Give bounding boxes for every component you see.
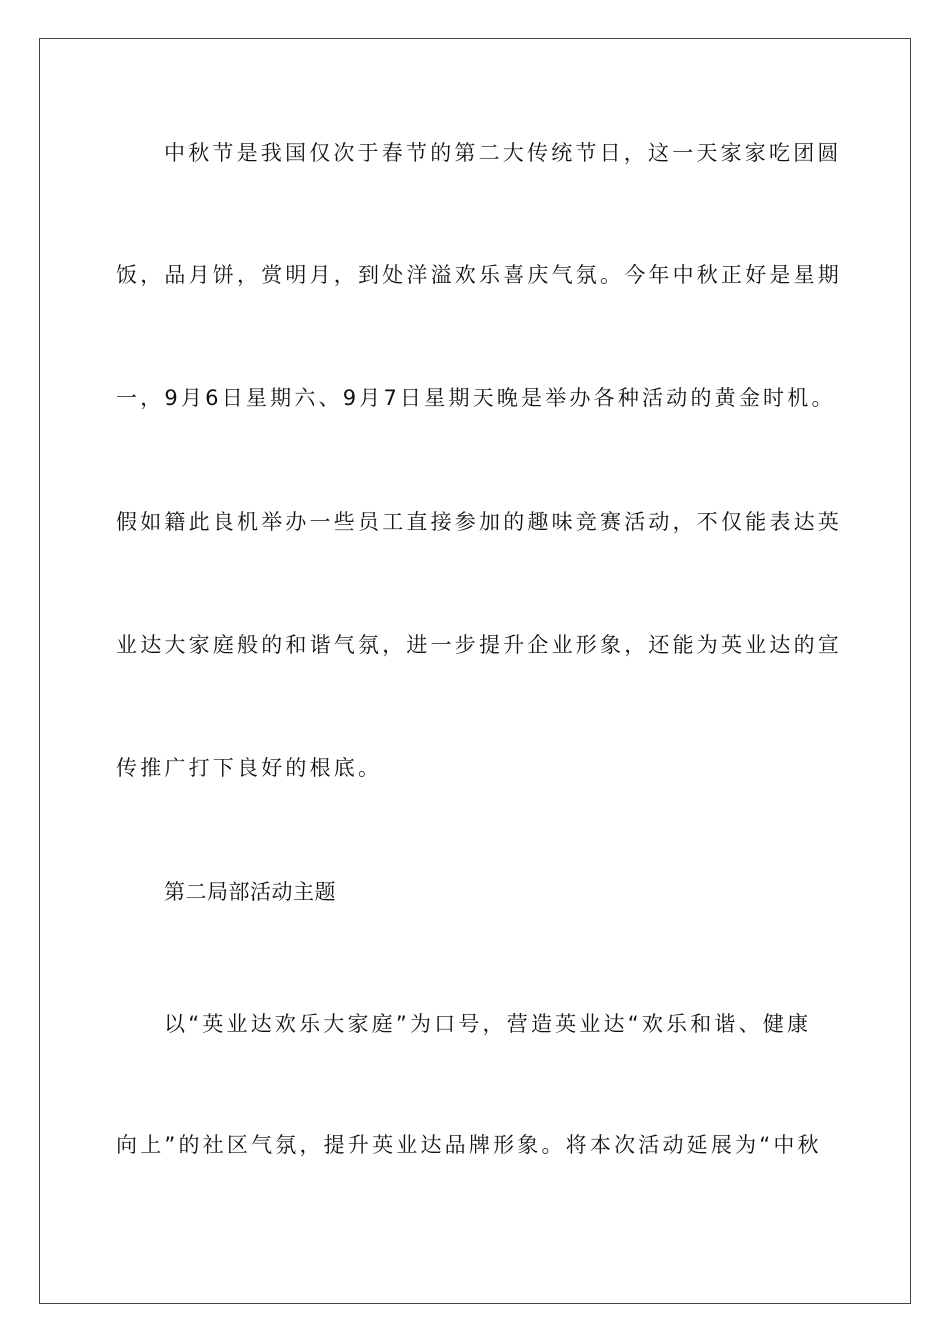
section-heading: 第二局部活动主题 (164, 880, 336, 904)
paragraph-1-line-3: 一，9月6日星期六、9月7日星期天晚是举办各种活动的黄金时机。 (116, 386, 836, 410)
paragraph-1-line-4: 假如籍此良机举办一些员工直接参加的趣味竞赛活动，不仅能表达英 (116, 510, 842, 534)
paragraph-1-line-6: 传推广打下良好的根底。 (116, 756, 383, 780)
paragraph-2-line-2: 向上”的社区气氛，提升英业达品牌形象。将本次活动延展为“中秋 (116, 1133, 822, 1157)
paragraph-2-line-1: 以“英业达欢乐大家庭”为口号，营造英业达“欢乐和谐、健康 (164, 1012, 812, 1036)
paragraph-1-line-1: 中秋节是我国仅次于春节的第二大传统节日，这一天家家吃团圆 (164, 141, 842, 165)
paragraph-1-line-2: 饭，品月饼，赏明月，到处洋溢欢乐喜庆气氛。今年中秋正好是星期 (116, 263, 842, 287)
paragraph-1-line-5: 业达大家庭般的和谐气氛，进一步提升企业形象，还能为英业达的宣 (116, 633, 842, 657)
page-border (39, 38, 911, 1304)
